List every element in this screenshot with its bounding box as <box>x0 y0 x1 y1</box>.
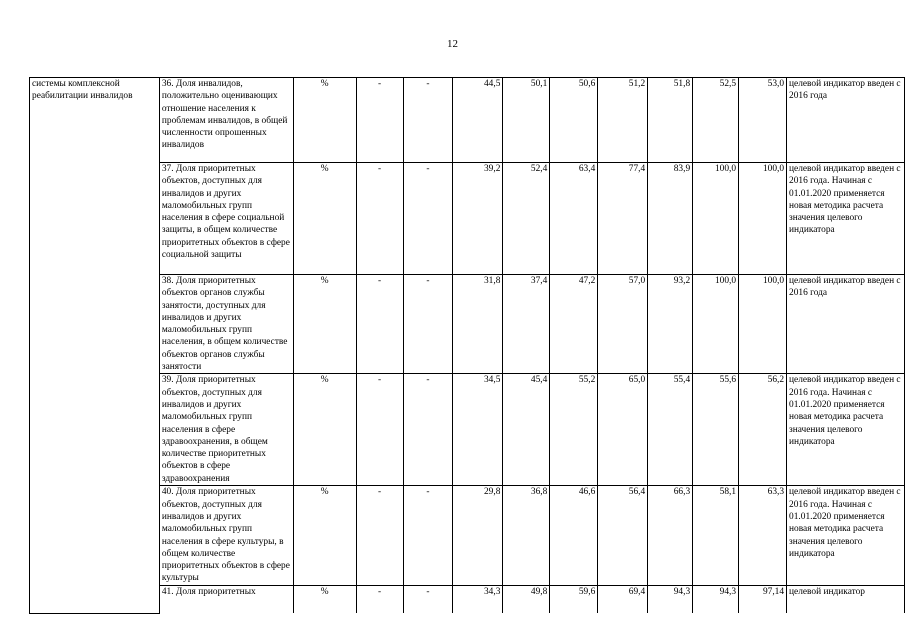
unit-cell: % <box>293 163 356 275</box>
value-cell: - <box>403 163 453 275</box>
value-cell: 52,5 <box>693 78 739 163</box>
value-cell: 55,4 <box>648 374 693 486</box>
value-cell: 94,3 <box>648 585 693 613</box>
page-number: 12 <box>447 38 458 50</box>
value-cell: 66,3 <box>648 486 693 585</box>
value-cell: 51,2 <box>598 78 648 163</box>
value-cell: 47,2 <box>550 275 598 374</box>
value-cell: - <box>356 374 403 486</box>
value-cell: 37,4 <box>503 275 550 374</box>
value-cell: 83,9 <box>648 163 693 275</box>
indicator-name: 37. Доля приоритетных объектов, доступных для инвалидов и других маломобильных групп населения в сфере социальной защиты, в общем количестве приоритетных объектов в сфере социальной защиты <box>159 163 293 275</box>
value-cell: 45,4 <box>503 374 550 486</box>
unit-cell: % <box>293 275 356 374</box>
value-cell: 31,8 <box>453 275 503 374</box>
indicator-name: 41. Доля приоритетных <box>159 585 293 613</box>
note-cell: целевой индикатор введен с 2016 года. Начиная с 01.01.2020 применяется новая методика расчета значения целевого индикатора <box>787 374 905 486</box>
value-cell: 56,4 <box>598 486 648 585</box>
value-cell: 46,6 <box>550 486 598 585</box>
value-cell: 63,3 <box>739 486 787 585</box>
value-cell: 49,8 <box>503 585 550 613</box>
indicators-table <box>29 77 905 614</box>
indicator-name: 38. Доля приоритетных объектов органов службы занятости, доступных для инвалидов и других маломобильных групп населения, в общем количестве объектов органов службы занятости <box>159 275 293 374</box>
value-cell: 51,8 <box>648 78 693 163</box>
value-cell: 100,0 <box>739 275 787 374</box>
value-cell: - <box>356 486 403 585</box>
value-cell: 57,0 <box>598 275 648 374</box>
note-cell: целевой индикатор введен с 2016 года. Начиная с 01.01.2020 применяется новая методика расчета значения целевого индикатора <box>787 163 905 275</box>
indicator-name: 39. Доля приоритетных объектов, доступных для инвалидов и других маломобильных групп населения в сфере здравоохранения, в общем количестве приоритетных объектов в сфере здравоохранения <box>159 374 293 486</box>
group-label-cell: системы комплексной реабилитации инвалидов <box>30 78 160 614</box>
value-cell: 59,6 <box>550 585 598 613</box>
value-cell: 100,0 <box>693 275 739 374</box>
note-cell: целевой индикатор <box>787 585 905 613</box>
value-cell: - <box>356 275 403 374</box>
value-cell: 44,5 <box>453 78 503 163</box>
value-cell: 34,3 <box>453 585 503 613</box>
value-cell: 58,1 <box>693 486 739 585</box>
table-row <box>30 275 905 374</box>
unit-cell: % <box>293 78 356 163</box>
value-cell: 94,3 <box>693 585 739 613</box>
value-cell: 52,4 <box>503 163 550 275</box>
unit-cell: % <box>293 374 356 486</box>
value-cell: 100,0 <box>693 163 739 275</box>
value-cell: - <box>403 78 453 163</box>
value-cell: 63,4 <box>550 163 598 275</box>
note-cell: целевой индикатор введен с 2016 года <box>787 275 905 374</box>
value-cell: 29,8 <box>453 486 503 585</box>
value-cell: 36,8 <box>503 486 550 585</box>
value-cell: - <box>403 374 453 486</box>
value-cell: 56,2 <box>739 374 787 486</box>
value-cell: - <box>403 585 453 613</box>
unit-cell: % <box>293 486 356 585</box>
value-cell: 55,6 <box>693 374 739 486</box>
value-cell: 77,4 <box>598 163 648 275</box>
value-cell: - <box>356 163 403 275</box>
table-row <box>30 585 905 613</box>
indicator-name: 40. Доля приоритетных объектов, доступных для инвалидов и других маломобильных групп населения в сфере культуры, в общем количестве приоритетных объектов в сфере культуры <box>159 486 293 585</box>
value-cell: 53,0 <box>739 78 787 163</box>
table-row <box>30 486 905 585</box>
table-row <box>30 374 905 486</box>
value-cell: 39,2 <box>453 163 503 275</box>
value-cell: 50,1 <box>503 78 550 163</box>
table-row <box>30 78 905 163</box>
note-cell: целевой индикатор введен с 2016 года. Начиная с 01.01.2020 применяется новая методика расчета значения целевого индикатора <box>787 486 905 585</box>
unit-cell: % <box>293 585 356 613</box>
value-cell: 100,0 <box>739 163 787 275</box>
value-cell: 50,6 <box>550 78 598 163</box>
value-cell: - <box>356 78 403 163</box>
value-cell: 34,5 <box>453 374 503 486</box>
value-cell: 97,14 <box>739 585 787 613</box>
value-cell: 69,4 <box>598 585 648 613</box>
value-cell: - <box>356 585 403 613</box>
note-cell: целевой индикатор введен с 2016 года <box>787 78 905 163</box>
value-cell: 55,2 <box>550 374 598 486</box>
value-cell: - <box>403 275 453 374</box>
value-cell: - <box>403 486 453 585</box>
value-cell: 65,0 <box>598 374 648 486</box>
table-row <box>30 163 905 275</box>
indicator-name: 36. Доля инвалидов, положительно оценивающих отношение населения к проблемам инвалидов, в общей численности опрошенных инвалидов <box>159 78 293 163</box>
value-cell: 93,2 <box>648 275 693 374</box>
